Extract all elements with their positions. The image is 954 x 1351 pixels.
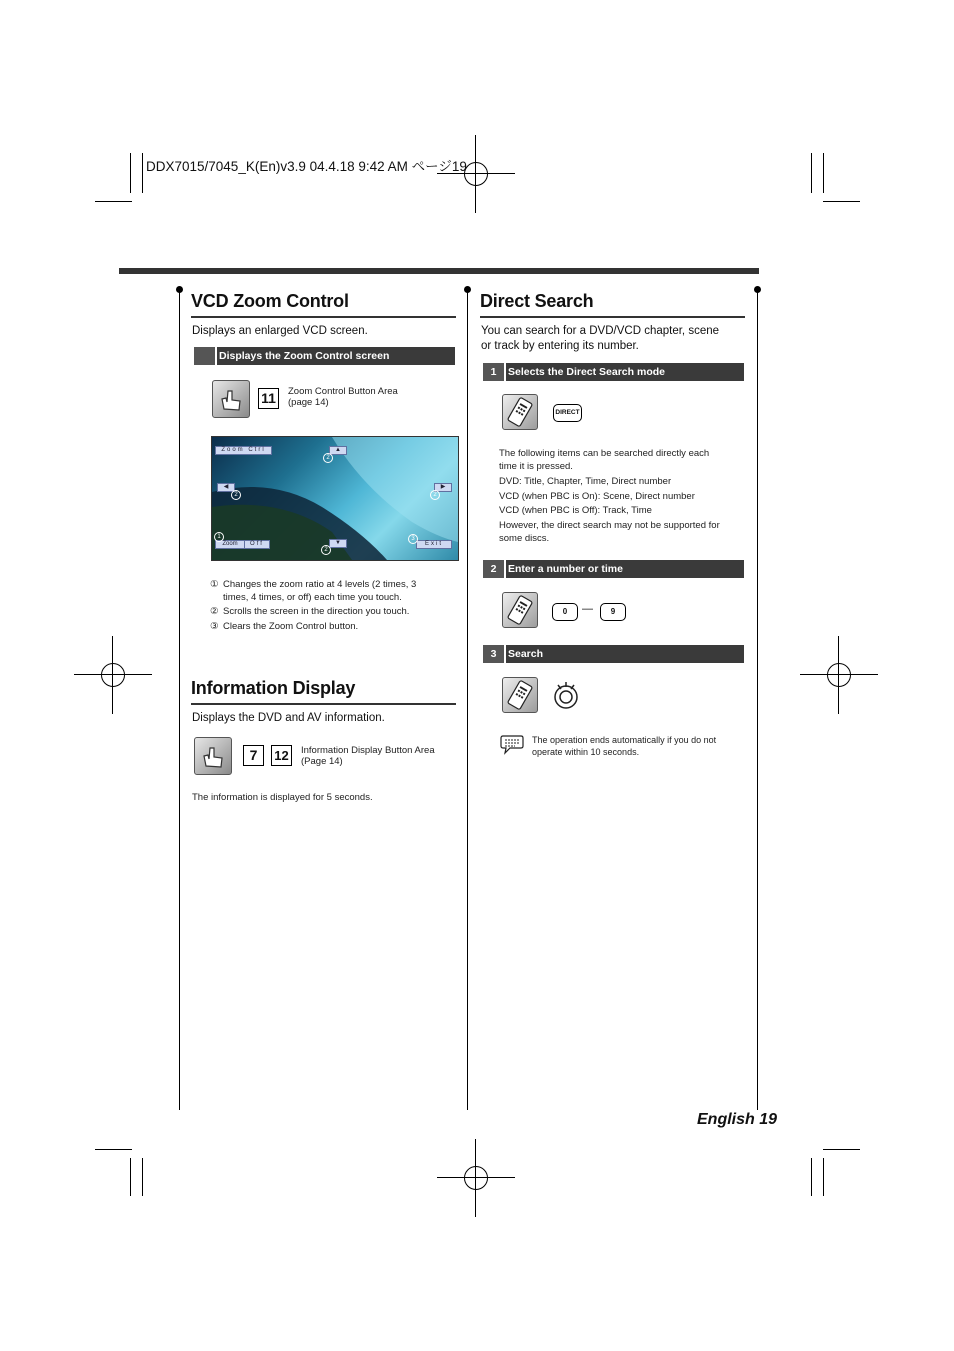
step-bar-1	[483, 363, 744, 381]
note-mark: ①	[210, 579, 219, 590]
callout-marker: 1	[214, 532, 224, 542]
file-info: DDX7015/7045_K(En)v3.9 04.4.18 9:42 AM ページ19	[146, 159, 467, 174]
page-footer: English 19	[697, 1111, 778, 1128]
step-number: 3	[483, 645, 506, 663]
section-title-rule	[191, 316, 456, 318]
registration-mark	[74, 636, 152, 714]
crop-mark	[142, 153, 143, 193]
crop-mark	[95, 201, 132, 202]
remote-control-icon	[502, 677, 538, 713]
touch-panel-icon	[194, 737, 232, 775]
step-label: Enter a number or time	[508, 563, 623, 575]
search-desc: some discs.	[499, 533, 550, 544]
zoom-label: Zoom	[215, 540, 245, 549]
search-desc: DVD: Title, Chapter, Time, Direct number	[499, 476, 672, 487]
callout-marker: 2	[430, 490, 440, 500]
crop-mark	[811, 153, 812, 193]
search-desc: The following items can be searched directly each	[499, 448, 710, 459]
touch-panel-icon	[212, 380, 250, 418]
number-key-9: 9	[600, 603, 626, 621]
button-area-label: Information Display Button Area	[301, 745, 435, 756]
step-number: 2	[483, 560, 506, 578]
zoom-off-button[interactable]: Off	[244, 540, 270, 549]
registration-mark	[800, 636, 878, 714]
search-desc: VCD (when PBC is On): Scene, Direct number	[499, 491, 695, 502]
button-area-page: (Page 14)	[301, 756, 343, 767]
note-icon	[500, 733, 524, 755]
callout-marker: 2	[323, 453, 333, 463]
button-key-12: 12	[271, 745, 292, 766]
note-text: Scrolls the screen in the direction you touch.	[223, 606, 410, 617]
crop-mark	[823, 1149, 860, 1150]
note-text-cont: operate within 10 seconds.	[532, 747, 640, 757]
crop-mark	[823, 1158, 824, 1196]
step-number-blank	[194, 347, 217, 365]
note-text-cont: times, 4 times, or off) each time you touch.	[223, 592, 402, 603]
crop-mark	[811, 1158, 812, 1196]
callout-marker: 2	[231, 490, 241, 500]
exit-button[interactable]: Exit	[416, 540, 452, 549]
note-text: Clears the Zoom Control button.	[223, 621, 359, 632]
section-title-vcd-zoom: VCD Zoom Control	[191, 291, 349, 311]
column-divider	[179, 292, 180, 1110]
step-label: Selects the Direct Search mode	[508, 366, 665, 378]
divider-dot	[464, 286, 471, 293]
vcd-zoom-step-bar	[194, 347, 455, 365]
zoom-control-screenshot	[211, 436, 459, 561]
divider-dot	[176, 286, 183, 293]
button-area-label: Zoom Control Button Area	[288, 386, 398, 397]
direct-search-intro: You can search for a DVD/VCD chapter, scene	[481, 325, 720, 337]
note-text: The operation ends automatically if you do not	[532, 735, 717, 745]
crop-mark	[823, 153, 824, 193]
callout-marker: 3	[408, 534, 418, 544]
top-rule	[119, 268, 759, 274]
scroll-up-button[interactable]: ▲	[329, 446, 347, 455]
button-area-page: (page 14)	[288, 397, 329, 408]
crop-mark	[142, 1158, 143, 1196]
registration-mark	[437, 1139, 515, 1217]
note-text: Changes the zoom ratio at 4 levels (2 times, 3	[223, 579, 417, 590]
column-divider	[757, 292, 758, 1110]
step-number: 1	[483, 363, 506, 381]
section-title-rule	[480, 316, 745, 318]
section-title-direct-search: Direct Search	[480, 291, 594, 311]
info-display-intro: Displays the DVD and AV information.	[192, 712, 385, 724]
search-desc: VCD (when PBC is Off): Track, Time	[499, 505, 652, 516]
remote-control-icon	[502, 394, 538, 430]
zoom-ctrl-title: Zoom Ctrl	[215, 446, 272, 455]
section-title-info-display: Information Display	[191, 678, 356, 698]
number-key-0: 0	[552, 603, 578, 621]
step-bar-3	[483, 645, 744, 663]
button-key-11: 11	[258, 388, 279, 409]
callout-marker: 2	[321, 545, 331, 555]
section-title-rule	[191, 703, 456, 705]
scroll-left-button[interactable]: ◀	[217, 483, 235, 492]
range-dash: —	[582, 603, 593, 615]
remote-control-icon	[502, 592, 538, 628]
note-mark: ②	[210, 606, 219, 617]
scroll-right-button[interactable]: ▶	[434, 483, 452, 492]
step-label: Search	[508, 648, 544, 660]
crop-mark	[130, 1158, 131, 1196]
crop-mark	[130, 153, 131, 193]
step-label: Displays the Zoom Control screen	[219, 350, 390, 362]
scroll-down-button[interactable]: ▼	[329, 539, 347, 548]
vcd-zoom-intro: Displays an enlarged VCD screen.	[192, 325, 368, 337]
direct-search-intro-cont: or track by entering its number.	[481, 340, 639, 352]
note-mark: ③	[210, 621, 219, 632]
crop-mark	[823, 201, 860, 202]
button-key-7: 7	[243, 745, 264, 766]
divider-dot	[754, 286, 761, 293]
search-desc: However, the direct search may not be supported for	[499, 520, 720, 531]
search-desc: time it is pressed.	[499, 461, 573, 472]
info-display-footnote: The information is displayed for 5 seconds.	[192, 792, 373, 803]
crop-mark	[95, 1149, 132, 1150]
step-bar-2	[483, 560, 744, 578]
column-divider	[467, 292, 468, 1110]
joystick-press-icon	[550, 680, 582, 712]
direct-key: DIRECT	[553, 404, 582, 422]
